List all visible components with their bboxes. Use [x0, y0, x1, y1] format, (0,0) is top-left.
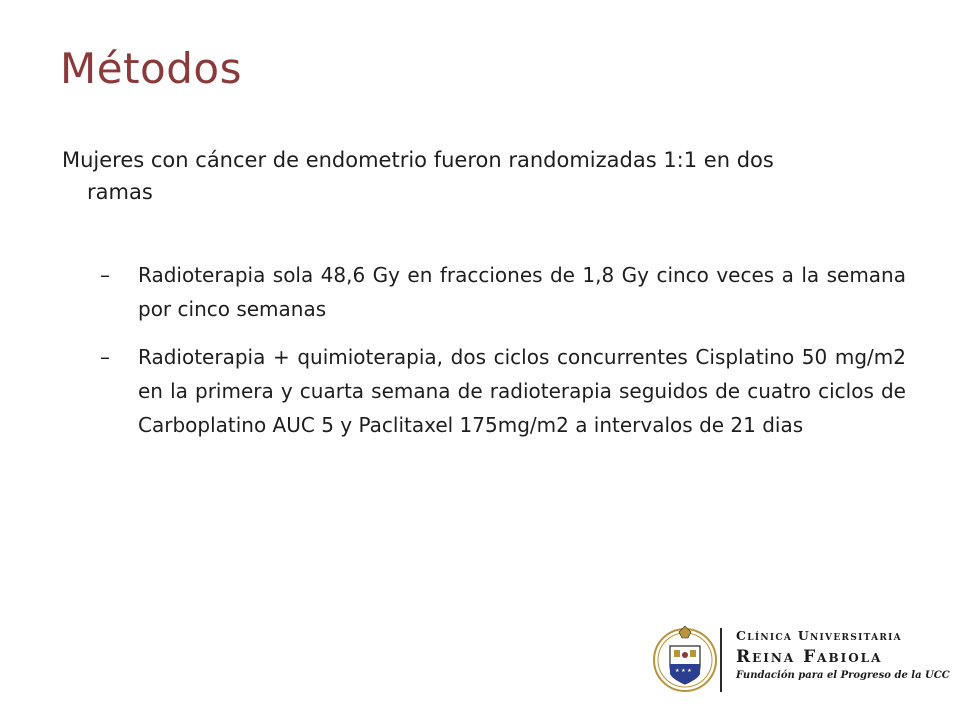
logo-text [736, 628, 950, 681]
bullet-text: Radioterapia + quimioterapia, dos ciclos concurrentes Cisplatino 50 mg/m2 en la primera y cuarta semana de radioterapia seguidos de cuatro ciclos de Carboplatino AUC 5 y Paclitaxel 175mg/m2 a intervalos de 21 dias [138, 345, 906, 437]
bullet-item [100, 258, 906, 326]
dash-marker: – [100, 263, 110, 287]
bullet-item [100, 340, 906, 442]
bullet-list [100, 258, 906, 456]
crest-icon [650, 620, 720, 700]
bullet-text: Radioterapia sola 48,6 Gy en fracciones de 1,8 Gy cinco veces a la semana por cinco semanas [138, 263, 906, 321]
logo-line-name: Reina Fabiola [736, 647, 883, 667]
slide-title: Métodos [60, 44, 242, 93]
svg-text:★ ★ ★: ★ ★ ★ [675, 668, 692, 674]
dash-marker: – [100, 345, 110, 369]
lead-paragraph: Mujeres con cáncer de endometrio fueron randomizadas 1:1 en dos ramas [62, 148, 774, 204]
logo-line-clinic: Clínica Universitaria [736, 628, 902, 643]
institution-logo [650, 620, 950, 700]
logo-divider [720, 628, 722, 692]
logo-line-foundation: Fundación para el Progreso de la UCC [736, 670, 950, 681]
